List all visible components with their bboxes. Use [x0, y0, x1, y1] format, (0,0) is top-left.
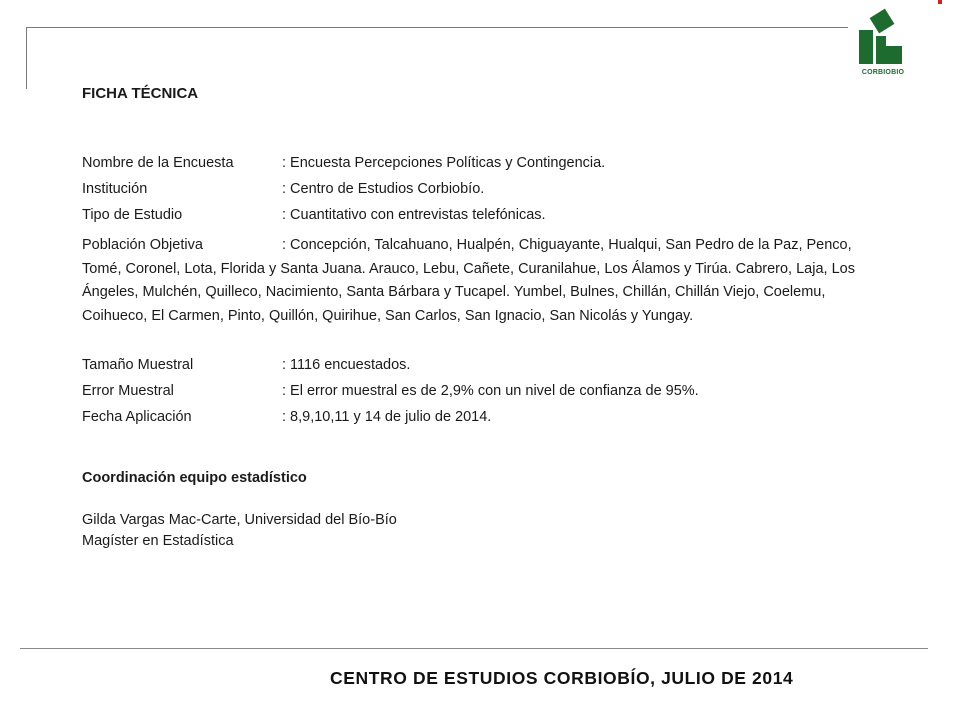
field-row [82, 352, 862, 378]
footer-text: CENTRO DE ESTUDIOS CORBIOBÍO, JULIO DE 2014 [330, 668, 794, 688]
corner-mark [938, 0, 942, 4]
technical-sheet [82, 84, 862, 552]
left-frame-line [26, 27, 27, 89]
field-value: : El error muestral es de 2,9% con un nivel de confianza de 95%. [282, 383, 699, 399]
corbiobio-logo [855, 8, 911, 80]
population-label: Población Objetiva [82, 237, 203, 253]
field-row [82, 150, 862, 176]
field-value: : 8,9,10,11 y 14 de julio de 2014. [282, 409, 492, 425]
corbiobio-logo-icon [855, 8, 911, 70]
field-value: : Cuantitativo con entrevistas telefónicas. [282, 207, 546, 223]
field-label: Error Muestral [82, 383, 174, 399]
field-label: Institución [82, 181, 148, 197]
field-row [82, 378, 862, 404]
field-label: Tipo de Estudio [82, 207, 183, 223]
field-row [82, 202, 862, 228]
field-value: : 1116 encuestados. [282, 357, 411, 373]
coordinator-name: Gilda Vargas Mac-Carte, Universidad del Bío-Bío [82, 512, 397, 528]
coordination-heading: Coordinación equipo estadístico [82, 470, 307, 486]
field-value: : Centro de Estudios Corbiobío. [282, 181, 485, 197]
field-label: Nombre de la Encuesta [82, 155, 234, 171]
field-row [82, 176, 862, 202]
footer-divider [20, 648, 928, 649]
top-frame-line [26, 27, 848, 28]
population-paragraph [82, 234, 862, 328]
field-value: : Encuesta Percepciones Políticas y Contingencia. [282, 155, 606, 171]
coordinator-title: Magíster en Estadística [82, 533, 234, 549]
field-label: Fecha Aplicación [82, 409, 192, 425]
field-label: Tamaño Muestral [82, 357, 194, 373]
population-value: : Concepción, Talcahuano, Hualpén, Chiguayante, Hualqui, San Pedro de la Paz, Penco, Tomé, Coronel, Lota, Florida y Santa Juana. Arauco, Lebu, Cañete, Curanilahue, Los Álamos y Tirúa. Cabrero, Laja, Los Ángeles, Mulchén, Quilleco, Nacimiento, Santa Bárbara y Tucapel. Yumbel, Bulnes, Chillán, Chillán Viejo, Coelemu, Coihueco, El Carmen, Pinto, Quillón, Quirihue, San Carlos, San Ignacio, San Nicolás y Yungay. [82, 237, 855, 324]
field-row [82, 404, 862, 430]
page-title: FICHA TÉCNICA [82, 85, 199, 102]
logo-text: CORBIOBIO [861, 69, 905, 76]
